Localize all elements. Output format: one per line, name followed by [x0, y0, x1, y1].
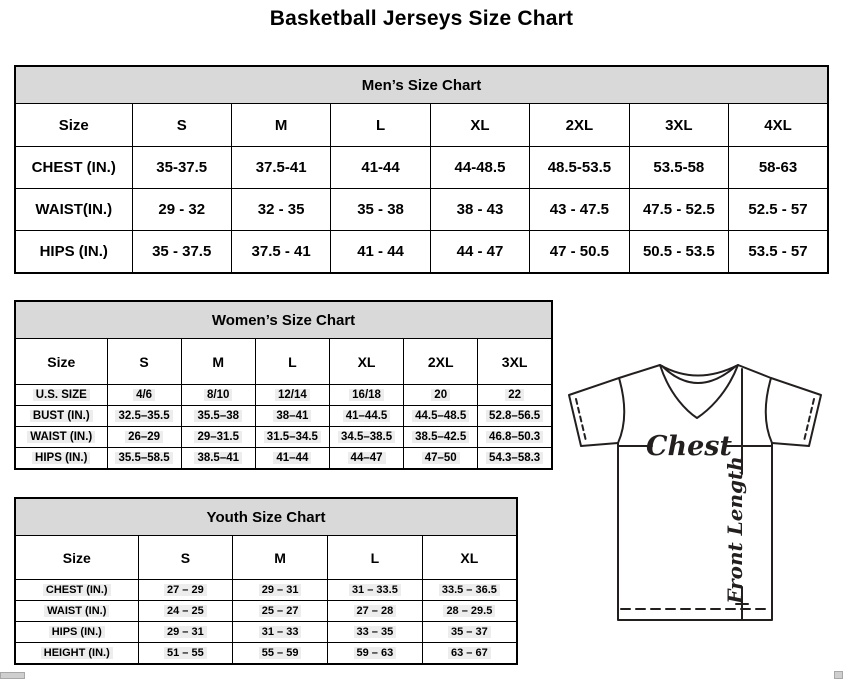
- womens-column-header: XL: [329, 339, 403, 385]
- page-title: Basketball Jerseys Size Chart: [269, 7, 574, 30]
- womens-row-label: [15, 448, 107, 470]
- youth-value-cell: [233, 643, 328, 665]
- youth-row-label: [15, 580, 138, 601]
- highlighted-text: 33 – 35: [354, 626, 397, 638]
- mens-column-header: Size: [15, 104, 132, 147]
- womens-table-row: [15, 406, 552, 427]
- womens-value-cell: [181, 406, 255, 427]
- youth-value-cell: [328, 580, 423, 601]
- youth-value-cell: [328, 622, 423, 643]
- womens-table-title: Women’s Size Chart: [15, 301, 552, 339]
- womens-row-label: [15, 385, 107, 406]
- mens-column-header: 4XL: [729, 104, 828, 147]
- jersey-diagram: [556, 358, 843, 636]
- chest-label: Chest: [646, 431, 732, 462]
- mens-value-cell: 37.5-41: [231, 147, 330, 189]
- womens-column-header: 3XL: [478, 339, 552, 385]
- highlighted-text: 27 – 28: [354, 605, 397, 617]
- right-armhole-seam: [766, 378, 772, 443]
- highlighted-text: 29 – 31: [164, 626, 207, 638]
- womens-value-cell: [107, 448, 181, 470]
- mens-column-header: S: [132, 104, 231, 147]
- youth-table-row: [15, 580, 517, 601]
- youth-value-cell: [233, 622, 328, 643]
- youth-table-title: Youth Size Chart: [15, 498, 517, 536]
- mens-value-cell: 44-48.5: [430, 147, 529, 189]
- mens-value-cell: 48.5-53.5: [530, 147, 629, 189]
- highlighted-text: 38.5–41: [194, 452, 242, 464]
- womens-value-cell: [107, 427, 181, 448]
- womens-value-cell: [404, 406, 478, 427]
- highlighted-text: 31 – 33.5: [349, 584, 401, 596]
- womens-column-header: M: [181, 339, 255, 385]
- mens-value-cell: 29 - 32: [132, 189, 231, 231]
- womens-value-cell: [181, 427, 255, 448]
- youth-table-row: [15, 601, 517, 622]
- womens-value-cell: [255, 427, 329, 448]
- highlighted-text: 31 – 33: [259, 626, 302, 638]
- highlighted-text: HIPS (IN.): [32, 452, 90, 464]
- youth-column-header: XL: [422, 536, 517, 580]
- youth-table-row: [15, 643, 517, 665]
- womens-value-cell: [255, 448, 329, 470]
- womens-row-label: [15, 406, 107, 427]
- mens-column-header: M: [231, 104, 330, 147]
- highlighted-text: 34.5–38.5: [338, 431, 395, 443]
- youth-value-cell: [422, 622, 517, 643]
- jersey-outline: [569, 365, 821, 620]
- mens-value-cell: 37.5 - 41: [231, 231, 330, 274]
- mens-column-header: 2XL: [530, 104, 629, 147]
- womens-value-cell: [404, 427, 478, 448]
- highlighted-text: 8/10: [204, 389, 232, 401]
- highlighted-text: 4/6: [133, 389, 155, 401]
- left-armhole-seam: [618, 378, 624, 443]
- womens-value-cell: [181, 448, 255, 470]
- mens-value-cell: 44 - 47: [430, 231, 529, 274]
- mens-row-label: HIPS (IN.): [15, 231, 132, 274]
- highlighted-text: 51 – 55: [164, 647, 207, 659]
- highlighted-text: 63 – 67: [448, 647, 491, 659]
- mens-table-title: Men’s Size Chart: [15, 66, 828, 104]
- womens-table-row: [15, 427, 552, 448]
- highlighted-text: 29–31.5: [194, 431, 242, 443]
- scrollbar-fragment-left[interactable]: [0, 672, 25, 679]
- mens-value-cell: 35-37.5: [132, 147, 231, 189]
- womens-value-cell: [107, 385, 181, 406]
- mens-value-cell: 43 - 47.5: [530, 189, 629, 231]
- highlighted-text: 59 – 63: [354, 647, 397, 659]
- womens-table-row: [15, 385, 552, 406]
- highlighted-text: 46.8–50.3: [486, 431, 543, 443]
- youth-value-cell: [138, 580, 233, 601]
- highlighted-text: 20: [431, 389, 450, 401]
- youth-row-label: [15, 601, 138, 622]
- highlighted-text: 26–29: [125, 431, 163, 443]
- highlighted-text: 16/18: [349, 389, 384, 401]
- highlighted-text: 25 – 27: [259, 605, 302, 617]
- mens-table: [14, 65, 829, 274]
- highlighted-text: 35.5–58.5: [115, 452, 172, 464]
- youth-size-chart: [14, 497, 518, 665]
- youth-table: [14, 497, 518, 665]
- youth-value-cell: [422, 643, 517, 665]
- highlighted-text: 24 – 25: [164, 605, 207, 617]
- mens-value-cell: 35 - 37.5: [132, 231, 231, 274]
- mens-value-cell: 52.5 - 57: [729, 189, 828, 231]
- highlighted-text: 29 – 31: [259, 584, 302, 596]
- mens-value-cell: 47 - 50.5: [530, 231, 629, 274]
- youth-value-cell: [422, 580, 517, 601]
- highlighted-text: 44–47: [348, 452, 386, 464]
- youth-value-cell: [138, 601, 233, 622]
- womens-table: [14, 300, 553, 470]
- highlighted-text: CHEST (IN.): [43, 584, 111, 596]
- youth-value-cell: [233, 580, 328, 601]
- womens-value-cell: [478, 427, 552, 448]
- mens-row-label: WAIST(IN.): [15, 189, 132, 231]
- youth-column-header: S: [138, 536, 233, 580]
- womens-value-cell: [478, 385, 552, 406]
- womens-size-chart: [14, 300, 553, 470]
- youth-column-header: M: [233, 536, 328, 580]
- highlighted-text: 55 – 59: [259, 647, 302, 659]
- highlighted-text: 33.5 – 36.5: [439, 584, 500, 596]
- highlighted-text: 35 – 37: [448, 626, 491, 638]
- highlighted-text: 12/14: [275, 389, 310, 401]
- mens-value-cell: 50.5 - 53.5: [629, 231, 728, 274]
- youth-value-cell: [328, 601, 423, 622]
- highlighted-text: 52.8–56.5: [486, 410, 543, 422]
- highlighted-text: 32.5–35.5: [115, 410, 172, 422]
- highlighted-text: 38.5–42.5: [412, 431, 469, 443]
- womens-value-cell: [329, 427, 403, 448]
- highlighted-text: 31.5–34.5: [264, 431, 321, 443]
- womens-value-cell: [329, 406, 403, 427]
- mens-table-row: [15, 189, 828, 231]
- youth-value-cell: [138, 622, 233, 643]
- mens-value-cell: 58-63: [729, 147, 828, 189]
- youth-column-header: Size: [15, 536, 138, 580]
- youth-row-label: [15, 622, 138, 643]
- front-length-label: Front Length: [723, 456, 747, 604]
- youth-column-header: L: [328, 536, 423, 580]
- youth-value-cell: [138, 643, 233, 665]
- womens-value-cell: [329, 448, 403, 470]
- highlighted-text: U.S. SIZE: [33, 389, 90, 401]
- womens-column-header: Size: [15, 339, 107, 385]
- womens-value-cell: [404, 448, 478, 470]
- mens-column-header: XL: [430, 104, 529, 147]
- womens-table-row: [15, 448, 552, 470]
- mens-value-cell: 47.5 - 52.5: [629, 189, 728, 231]
- highlighted-text: 27 – 29: [164, 584, 207, 596]
- womens-value-cell: [181, 385, 255, 406]
- mens-value-cell: 41-44: [331, 147, 430, 189]
- womens-value-cell: [478, 448, 552, 470]
- mens-value-cell: 32 - 35: [231, 189, 330, 231]
- highlighted-text: 41–44: [273, 452, 311, 464]
- highlighted-text: WAIST (IN.): [44, 605, 109, 617]
- highlighted-text: 35.5–38: [194, 410, 242, 422]
- mens-value-cell: 35 - 38: [331, 189, 430, 231]
- youth-value-cell: [422, 601, 517, 622]
- highlighted-text: BUST (IN.): [30, 410, 93, 422]
- womens-column-header: S: [107, 339, 181, 385]
- mens-value-cell: 53.5-58: [629, 147, 728, 189]
- mens-size-chart: [14, 65, 829, 274]
- youth-row-label: [15, 643, 138, 665]
- womens-column-header: L: [255, 339, 329, 385]
- mens-column-header: L: [331, 104, 430, 147]
- highlighted-text: 41–44.5: [343, 410, 391, 422]
- youth-value-cell: [233, 601, 328, 622]
- highlighted-text: 47–50: [422, 452, 460, 464]
- highlighted-text: 22: [505, 389, 524, 401]
- womens-value-cell: [478, 406, 552, 427]
- highlighted-text: 38–41: [273, 410, 311, 422]
- highlighted-text: HEIGHT (IN.): [41, 647, 113, 659]
- womens-value-cell: [329, 385, 403, 406]
- womens-row-label: [15, 427, 107, 448]
- highlighted-text: WAIST (IN.): [27, 431, 95, 443]
- mens-table-row: [15, 231, 828, 274]
- youth-value-cell: [328, 643, 423, 665]
- mens-value-cell: 53.5 - 57: [729, 231, 828, 274]
- womens-value-cell: [404, 385, 478, 406]
- mens-column-header: 3XL: [629, 104, 728, 147]
- scrollbar-fragment-right[interactable]: [834, 671, 843, 679]
- womens-column-header: 2XL: [404, 339, 478, 385]
- youth-table-row: [15, 622, 517, 643]
- highlighted-text: 54.3–58.3: [486, 452, 543, 464]
- mens-value-cell: 38 - 43: [430, 189, 529, 231]
- womens-value-cell: [107, 406, 181, 427]
- highlighted-text: 28 – 29.5: [443, 605, 495, 617]
- mens-value-cell: 41 - 44: [331, 231, 430, 274]
- womens-value-cell: [255, 385, 329, 406]
- mens-row-label: CHEST (IN.): [15, 147, 132, 189]
- womens-value-cell: [255, 406, 329, 427]
- mens-table-row: [15, 147, 828, 189]
- highlighted-text: 44.5–48.5: [412, 410, 469, 422]
- highlighted-text: HIPS (IN.): [49, 626, 105, 638]
